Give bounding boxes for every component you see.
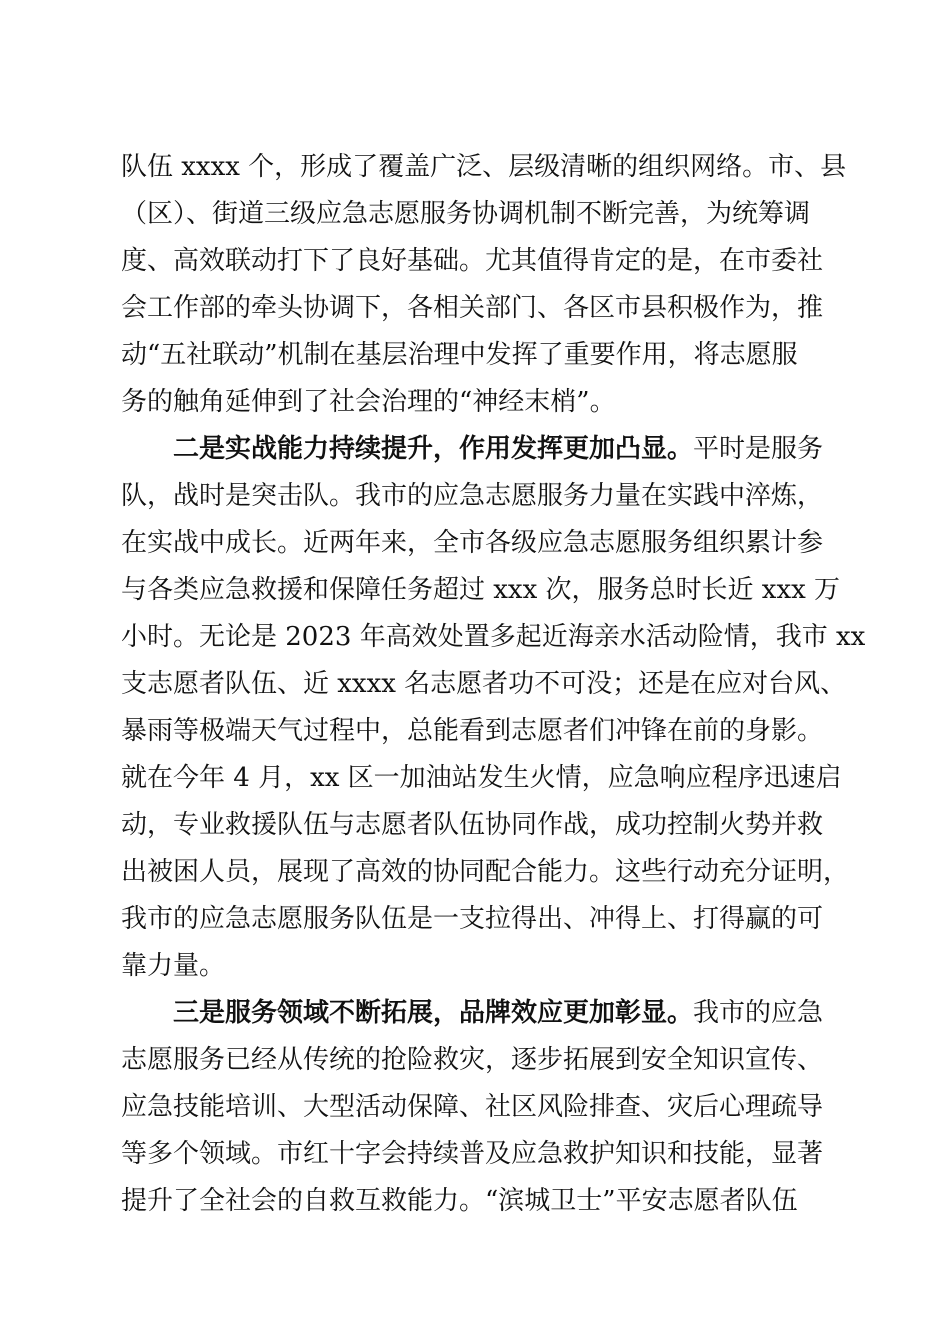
body-text-line: 度、高效联动打下了良好基础。尤其值得肯定的是，在市委社 — [121, 246, 824, 276]
body-text-line: 队，战时是突击队。我市的应急志愿服务力量在实践中淬炼， — [121, 481, 824, 511]
body-text-line: 提升了全社会的自救互救能力。“滨城卫士”平安志愿者队伍 — [121, 1186, 798, 1216]
body-text-run: 平时是服务 — [693, 434, 824, 464]
body-text-line: 志愿服务已经从传统的抢险救灾，逐步拓展到安全知识宣传、 — [121, 1045, 824, 1075]
paragraph-heading: 二是实战能力持续提升，作用发挥更加凸显。 — [173, 434, 694, 464]
body-text-line: 务的触角延伸到了社会治理的“神经末梢”。 — [121, 387, 616, 417]
body-text-line: （区）、街道三级应急志愿服务协调机制不断完善，为统筹调 — [121, 199, 811, 229]
paragraph-first-line — [173, 993, 841, 1033]
body-text-line: 应急技能培训、大型活动保障、社区风险排查、灾后心理疏导 — [121, 1092, 824, 1122]
body-text-line: 靠力量。 — [121, 951, 226, 981]
body-text-line: 支志愿者队伍、近 xxxx 名志愿者功不可没；还是在应对台风、 — [121, 669, 847, 699]
body-text-line: 我市的应急志愿服务队伍是一支拉得出、冲得上、打得赢的可 — [121, 904, 824, 934]
body-text-line: 队伍 xxxx 个，形成了覆盖广泛、层级清晰的组织网络。市、县 — [121, 152, 847, 182]
body-text-line: 暴雨等极端天气过程中，总能看到志愿者们冲锋在前的身影。 — [121, 716, 824, 746]
body-text-line: 出被困人员，展现了高效的协同配合能力。这些行动充分证明， — [121, 857, 850, 887]
body-text-line: 小时。无论是 2023 年高效处置多起近海亲水活动险情，我市 xx — [121, 622, 866, 652]
body-text-line: 动“五社联动”机制在基层治理中发挥了重要作用，将志愿服 — [121, 340, 798, 370]
body-text-line: 会工作部的牵头协调下，各相关部门、各区市县积极作为，推 — [121, 293, 824, 323]
paragraph-first-line — [173, 429, 841, 469]
body-text-line: 与各类应急救援和保障任务超过 xxx 次，服务总时长近 xxx 万 — [121, 575, 841, 605]
body-text-line: 动，专业救援队伍与志愿者队伍协同作战，成功控制火势并救 — [121, 810, 824, 840]
body-text-line: 就在今年 4 月，xx 区一加油站发生火情，应急响应程序迅速启 — [121, 763, 842, 793]
body-text-line: 等多个领域。市红十字会持续普及应急救护知识和技能，显著 — [121, 1139, 824, 1169]
paragraph-heading: 三是服务领域不断拓展，品牌效应更加彰显。 — [173, 998, 694, 1028]
body-text-run: 我市的应急 — [693, 998, 824, 1028]
body-text-line: 在实战中成长。近两年来，全市各级应急志愿服务组织累计参 — [121, 528, 824, 558]
